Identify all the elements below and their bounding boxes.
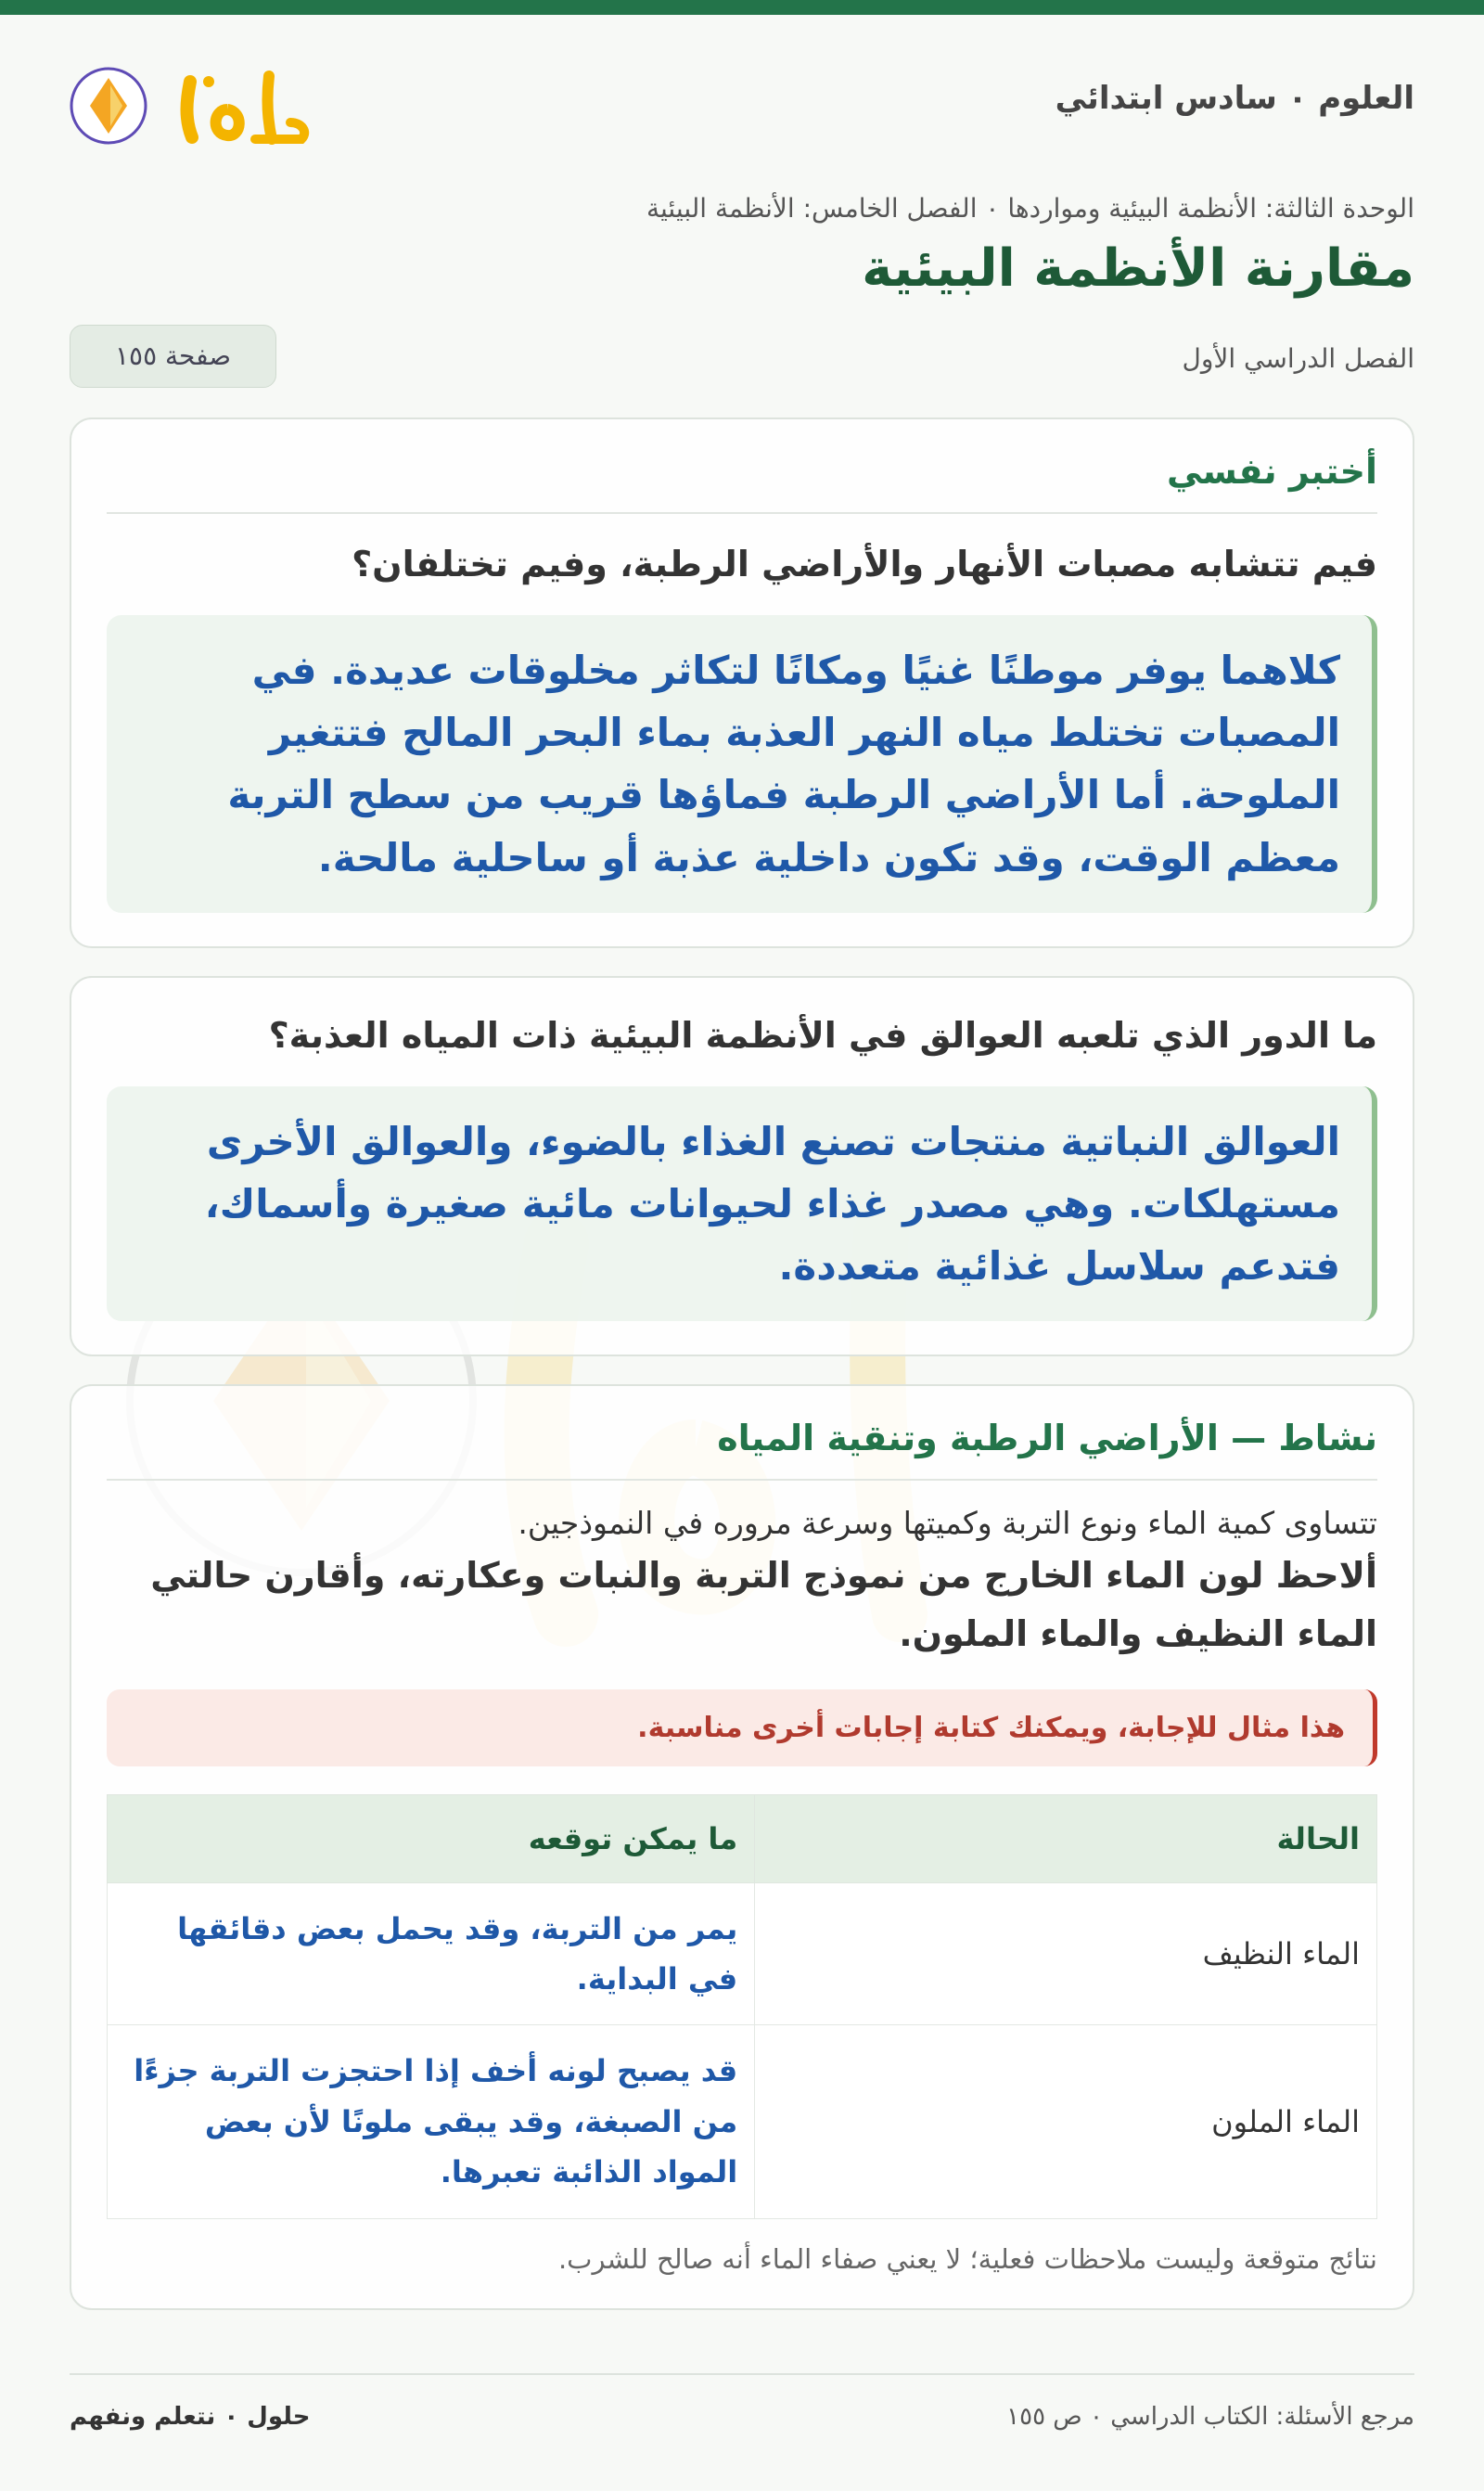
activity-intro: تتساوى كمية الماء ونوع التربة وكميتها وسرعة مروره في النموذجين. <box>518 1505 1377 1542</box>
question-1: فيم تتشابه مصبات الأنهار والأراضي الرطبة، وفيم تختلفان؟ <box>352 544 1377 584</box>
page-number-badge: صفحة ١٥٥ <box>70 325 276 388</box>
page-content <box>70 15 1414 2310</box>
activity-instruction: ألاحظ لون الماء الخارج من نموذج التربة والنبات وعكارته، وأقارن حالتي الماء النظيف والماء الملون. <box>150 1555 1377 1654</box>
footer-reference: مرجع الأسئلة: الكتاب الدراسي ٠ ص ١٥٥ <box>1006 2403 1414 2431</box>
table-header-row <box>108 1794 1377 1882</box>
table-cell-state: الماء النظيف <box>755 1882 1377 2025</box>
breadcrumb: الوحدة الثالثة: الأنظمة البيئية ومواردها ٠ الفصل الخامس: الأنظمة البيئية <box>646 193 1414 224</box>
answer-2: العوالق النباتية منتجات تصنع الغذاء بالضوء، والعوالق الأخرى مستهلكات. وهي مصدر غذاء لحيوانات مائية صغيرة وأسماك، فتدعم سلاسل غذائية متعددة. <box>107 1086 1377 1322</box>
logo-graphic <box>70 45 320 156</box>
term-label: الفصل الدراسي الأول <box>1182 343 1414 374</box>
page-title: مقارنة الأنظمة البيئية <box>862 238 1414 299</box>
column-header-expectation: ما يمكن توقعه <box>108 1794 755 1882</box>
table-cell-state: الماء الملون <box>755 2025 1377 2218</box>
table-row <box>108 1882 1377 2025</box>
page-footer <box>70 2373 1414 2449</box>
question-2: ما الدور الذي تلعبه العوالق في الأنظمة البيئية ذات المياه العذبة؟ <box>268 1014 1377 1056</box>
table-cell-expectation: قد يصبح لونه أخف إذا احتجزت التربة جزءًا من الصبغة، وقد يبقى ملونًا لأن بعض المواد الذائبة تعبرها. <box>108 2025 755 2218</box>
answer-example-note: هذا مثال للإجابة، ويمكنك كتابة إجابات أخرى مناسبة. <box>107 1689 1377 1766</box>
comparison-table <box>107 1794 1377 2219</box>
activity-card <box>70 1384 1414 2309</box>
self-test-card <box>70 417 1414 948</box>
activity-footnote: نتائج متوقعة وليست ملاحظات فعلية؛ لا يعني صفاء الماء أنه صالح للشرب. <box>557 2242 1377 2275</box>
footer-brand: حلول ٠ نتعلم ونفهم <box>70 2403 311 2431</box>
answer-1: كلاهما يوفر موطنًا غنيًا ومكانًا لتكاثر مخلوقات عديدة. في المصبات تختلط مياه النهر العذبة بماء البحر المالح فتتغير الملوحة. أما الأراضي الرطبة فماؤها قريب من سطح التربة معظم الوقت، وقد تكون داخلية عذبة أو ساحلية مالحة. <box>107 615 1377 913</box>
top-accent-bar <box>0 0 1484 15</box>
page-header <box>70 15 1414 173</box>
table-cell-expectation: يمر من التربة، وقد يحمل بعض دقائقها في البداية. <box>108 1882 755 2025</box>
subject-grade-label: العلوم ٠ سادس ابتدائي <box>1055 80 1414 117</box>
plankton-card <box>70 976 1414 1357</box>
table-row <box>108 2025 1377 2218</box>
hulul-logo[interactable] <box>70 45 320 156</box>
column-header-state: الحالة <box>755 1794 1377 1882</box>
activity-heading: نشاط — الأراضي الرطبة وتنقية المياه <box>107 1418 1377 1481</box>
self-test-heading: أختبر نفسي <box>107 451 1377 514</box>
meta-row <box>70 325 1414 390</box>
